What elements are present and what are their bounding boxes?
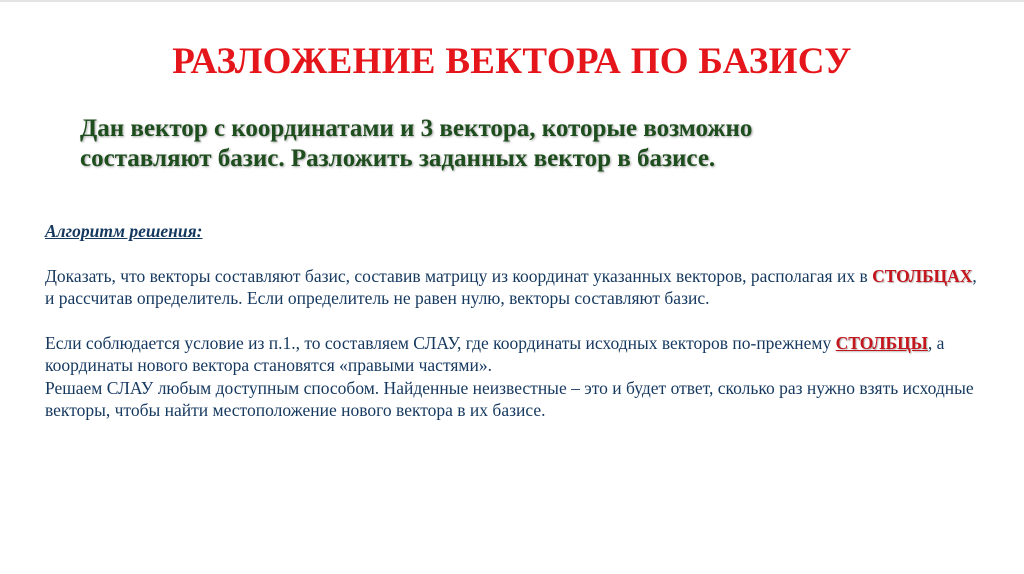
algorithm-section — [45, 220, 990, 422]
algorithm-heading: Алгоритм решения: — [45, 221, 203, 241]
algorithm-step-1 — [45, 265, 990, 310]
paragraph-gap — [45, 310, 990, 332]
step-2-text-before: Если соблюдается условие из п.1., то составляем СЛАУ, где координаты исходных векторов по-прежнему — [45, 332, 836, 353]
step-1-highlight: СТОЛБЦАХ — [872, 265, 973, 286]
step-2-text-after: , а координаты нового вектора становятся «правыми частями». — [45, 332, 945, 375]
algorithm-step-2 — [45, 332, 990, 377]
top-divider — [0, 0, 1024, 2]
step-1-text-before: Доказать, что векторы составляют базис, составив матрицу из координат указанных векторов, располагая их в — [45, 265, 873, 286]
task-statement — [80, 114, 960, 174]
step-1-text-after: , и рассчитав определитель. Если определитель не равен нулю, векторы составляют базис. — [45, 265, 977, 308]
step-2-highlight: СТОЛБЦЫ — [835, 332, 928, 353]
algorithm-step-3: Решаем СЛАУ любым доступным способом. Найденные неизвестные – это и будет ответ, сколько раз нужно взять исходные векторы, чтобы найти местоположение нового вектора в их базисе. — [45, 377, 974, 420]
task-line-2: составляют базис. Разложить заданных вектор в базисе. — [80, 145, 716, 172]
slide-title: РАЗЛОЖЕНИЕ ВЕКТОРА ПО БАЗИСУ — [172, 41, 852, 82]
task-line-1: Дан вектор с координатами и 3 вектора, которые возможно — [80, 115, 753, 142]
